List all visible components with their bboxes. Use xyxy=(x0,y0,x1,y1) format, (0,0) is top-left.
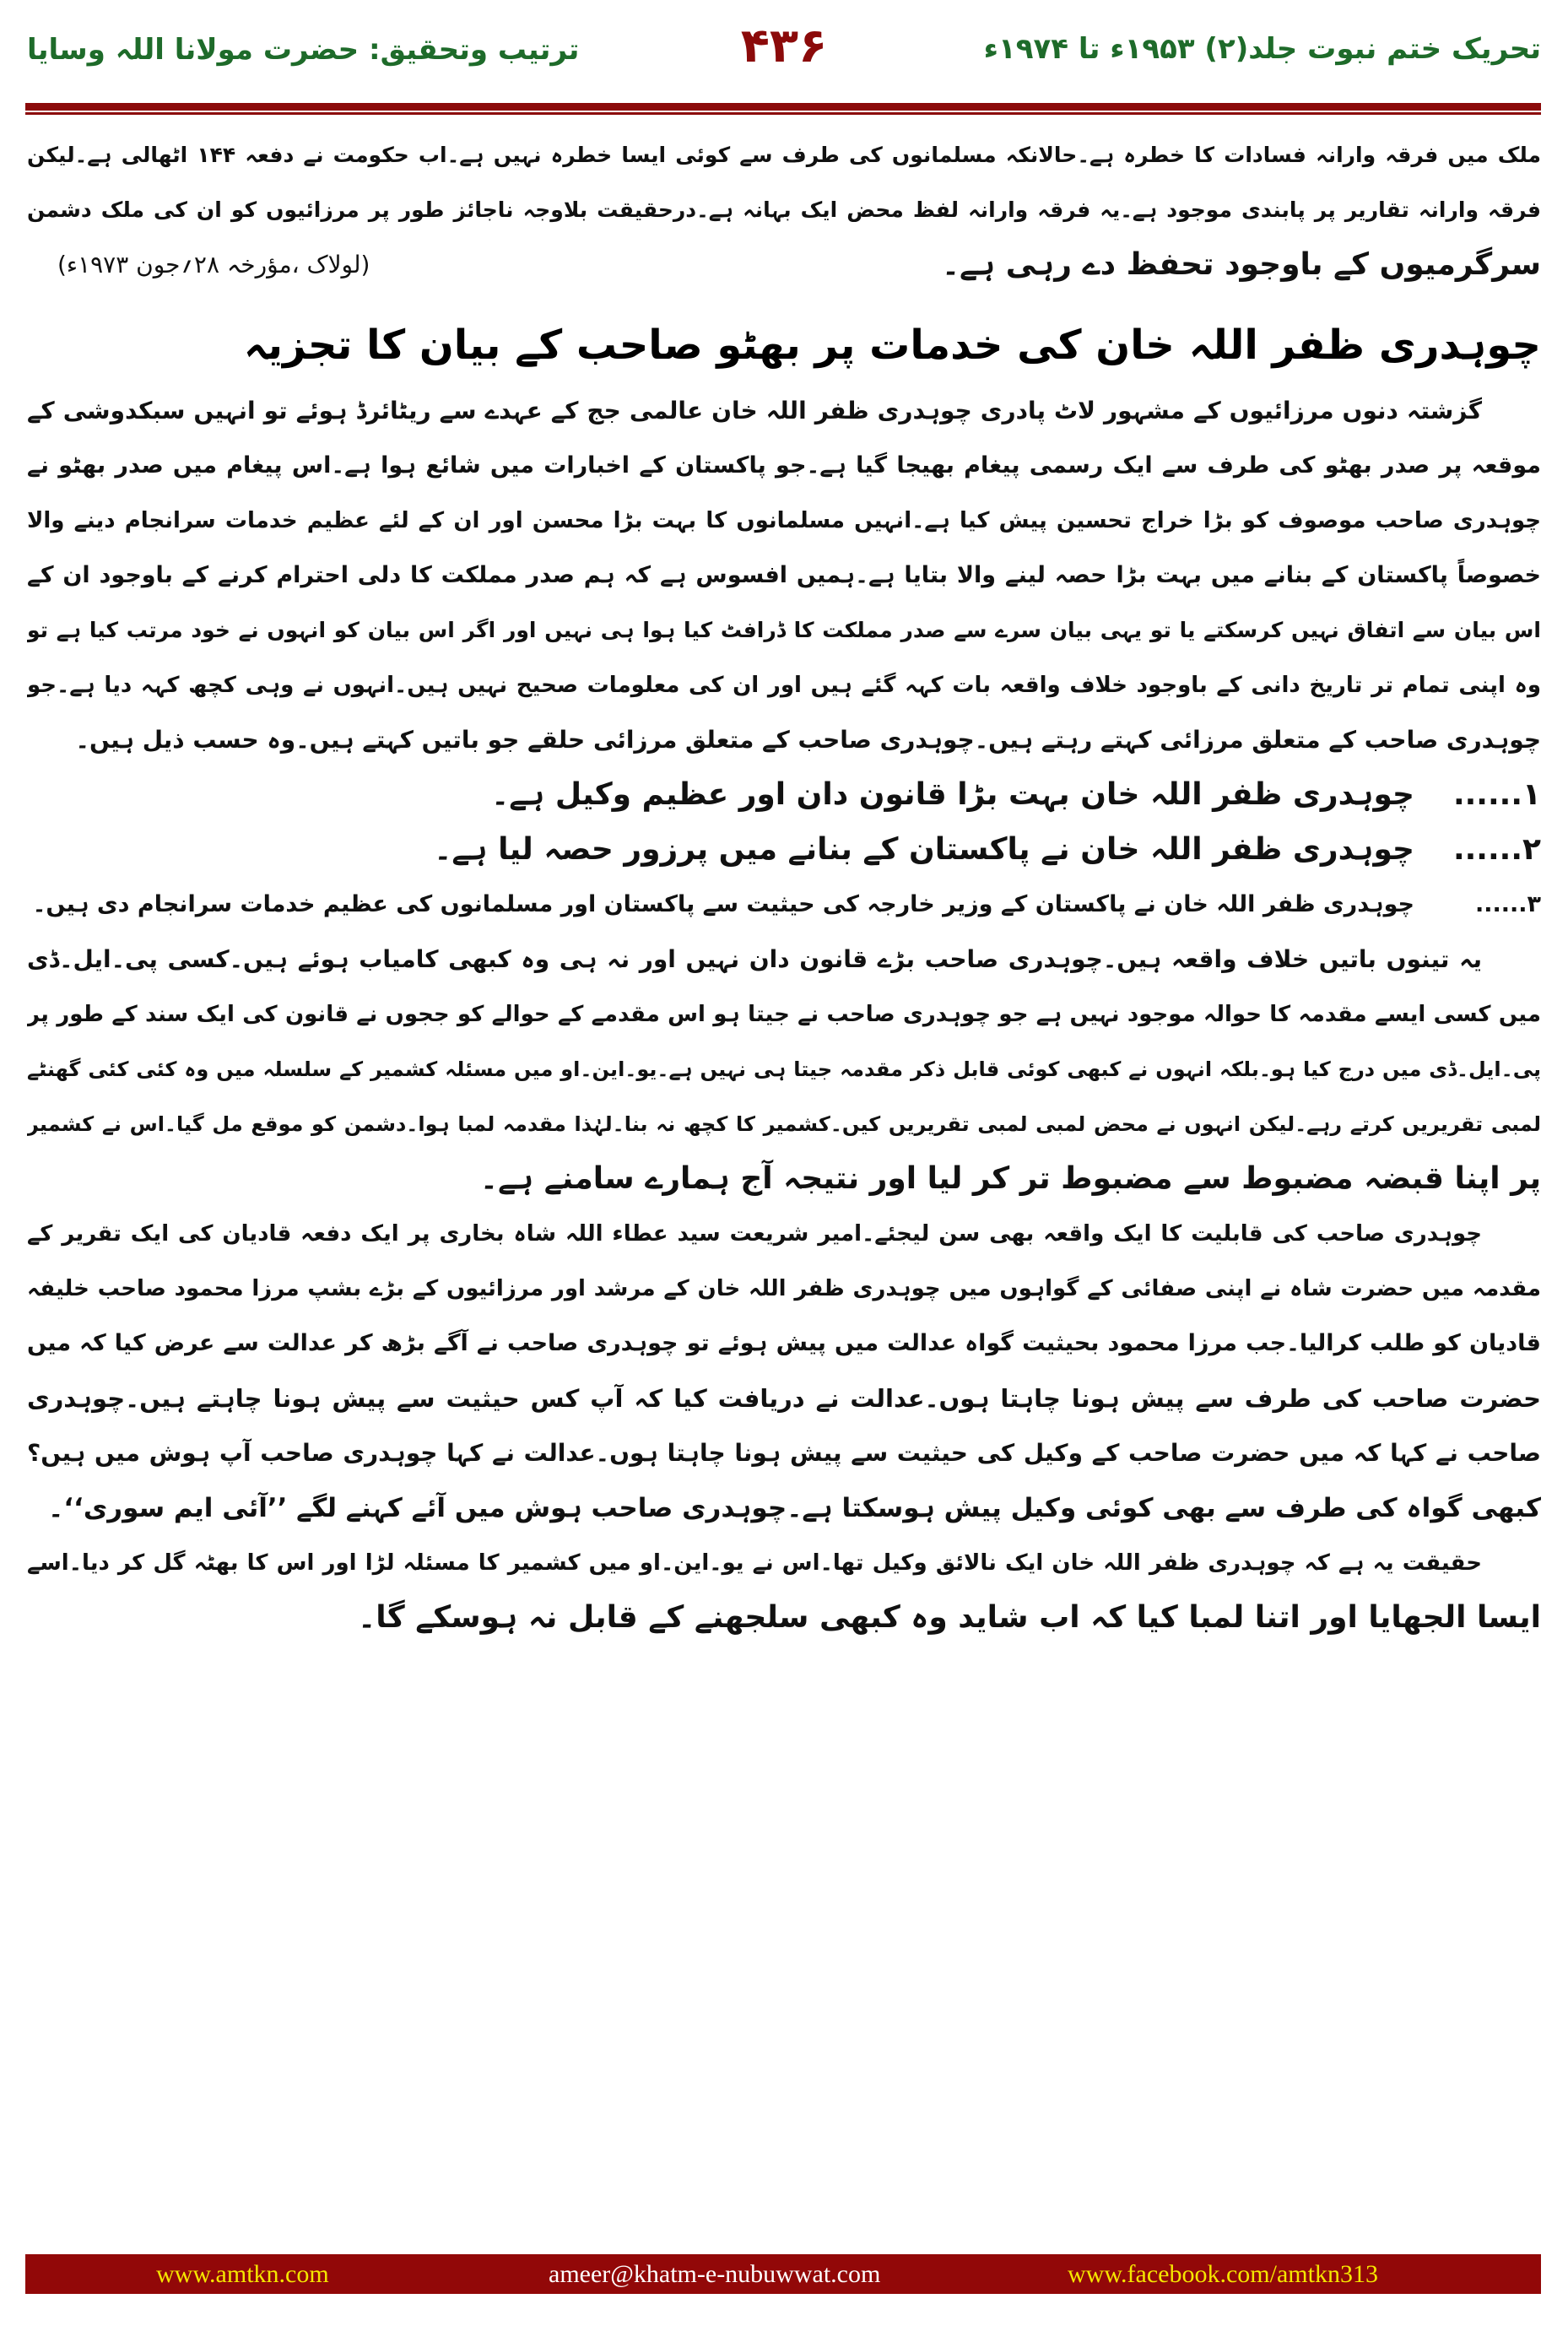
list-item xyxy=(27,878,1541,932)
list-item-text: چوہدری ظفر اللہ خان نے پاکستان کے وزیر خارجہ کی حیثیت سے پاکستان اور مسلمانوں کی عظیم خدمات سرانجام دی ہیں۔ xyxy=(32,891,1414,917)
section-heading-text: چوہدری ظفر اللہ خان کی خدمات پر بھٹو صاحب کے بیان کا تجزیہ xyxy=(243,322,1541,369)
line-text: صاحب نے کہا کہ میں حضرت صاحب کے وکیل کی حیثیت سے پیش ہونا چاہتا ہوں۔عدالت نے کہا چوہدری صاحب آپ ہوش میں ہیں؟ xyxy=(27,1439,1541,1467)
line-text: میں کسی ایسے مقدمہ کا حوالہ موجود نہیں ہے جو چوہدری صاحب نے جیتا ہو اس مقدمے کے حوالے کو ججوں نے قانون کی ایک سند کے طور پر xyxy=(27,1002,1541,1027)
paragraph-line xyxy=(27,1591,1541,1645)
section-heading xyxy=(27,311,1541,379)
paragraph-line xyxy=(27,1262,1541,1316)
paragraph-line xyxy=(27,1371,1541,1425)
line-text: کبھی گواہ کی طرف سے بھی کوئی وکیل پیش ہوسکتا ہے۔چوہدری صاحب ہوش میں آئے کہنے لگے ’’آئی ایم سوری‘‘۔ xyxy=(48,1493,1541,1523)
citation: (لولاک ،مؤرخہ ۲۸؍جون ۱۹۷۳ء) xyxy=(57,251,370,279)
paragraph-line xyxy=(27,1536,1541,1590)
line-text: چوہدری صاحب کی قابلیت کا ایک واقعہ بھی سن لیجئے۔امیر شریعت سید عطاء اللہ شاہ بخاری پر ایک دفعہ قادیان کی ایک تقریر کے xyxy=(27,1221,1482,1247)
line-text: مقدمہ میں حضرت شاہ نے اپنی صفائی کے گواہوں میں چوہدری ظفر اللہ خان کے مرشد اور مرزائیوں کے بڑے بشپ مرزا محمود صاحب خلیفہ xyxy=(27,1276,1541,1301)
line-text: پر اپنا قبضہ مضبوط سے مضبوط تر کر لیا اور نتیجہ آج ہمارے سامنے ہے۔ xyxy=(479,1161,1541,1196)
book-title: تحریک ختم نبوت جلد(۲) ۱۹۵۳ء تا ۱۹۷۴ء xyxy=(983,32,1541,66)
paragraph-line xyxy=(27,549,1541,603)
paragraph-line xyxy=(27,1426,1541,1480)
line-text: چوہدری صاحب کے متعلق مرزائی کہتے رہتے ہیں۔چوہدری صاحب کے متعلق مرزائی حلقے جو باتیں کہتے ہیں۔وہ حسب ذیل ہیں۔ xyxy=(75,726,1541,754)
paragraph-line xyxy=(27,1317,1541,1371)
line-text: پی۔ایل۔ڈی میں درج کیا ہو۔بلکہ انہوں نے کبھی کوئی قابل ذکر مقدمہ جیتا ہی نہیں ہے۔یو۔این۔او میں مسئلہ کشمیر کے سلسلہ میں وہ کئی کئی گھنٹے xyxy=(27,1057,1541,1081)
line-text: ملک میں فرقہ وارانہ فسادات کا خطرہ ہے۔حالانکہ مسلمانوں کی طرف سے کوئی ایسا خطرہ نہیں ہے۔اب حکومت نے دفعہ ۱۴۴ اٹھالی ہے۔لیکن xyxy=(27,143,1541,167)
header-rule xyxy=(25,103,1541,111)
paragraph-line xyxy=(27,603,1541,657)
paragraph-line xyxy=(27,933,1541,987)
list-item-number: ۲...... xyxy=(1452,832,1541,867)
paragraph-line xyxy=(27,128,1541,182)
list-item-text: چوہدری ظفر اللہ خان نے پاکستان کے بنانے میں پرزور حصہ لیا ہے۔ xyxy=(434,832,1414,867)
line-text: وہ اپنی تمام تر تاریخ دانی کے باوجود خلاف واقعہ بات کہہ گئے ہیں اور ان کی معلومات صحیح نہیں ہیں۔انہوں نے وہی کچھ کہہ دیا ہے۔جو xyxy=(27,673,1541,698)
list-item xyxy=(27,768,1541,822)
paragraph-line xyxy=(27,987,1541,1041)
line-text: موقعہ پر صدر بھٹو کی طرف سے ایک رسمی پیغام بھیجا گیا ہے۔جو پاکستان کے اخبارات میں شائع ہوا ہے۔اس پیغام میں صدر بھٹو نے xyxy=(27,452,1541,479)
list-item xyxy=(27,823,1541,877)
header-rule-thin xyxy=(25,112,1541,115)
paragraph-line xyxy=(27,1152,1541,1206)
footer-email-link[interactable]: ameer@khatm-e-nubuwwat.com xyxy=(549,2260,881,2288)
line-text: قادیان کو طلب کرالیا۔جب مرزا محمود بحیثیت گواہ عدالت میں پیش ہوئے تو چوہدری صاحب نے آگے بڑھ کر عدالت سے عرض کیا کہ میں xyxy=(27,1330,1541,1356)
line-text: حضرت صاحب کی طرف سے پیش ہونا چاہتا ہوں۔عدالت نے دریافت کیا کہ آپ کس حیثیت سے پیش ہونا چاہتے ہیں۔چوہدری xyxy=(27,1384,1541,1413)
line-text: خصوصاً پاکستان کے بنانے میں بہت بڑا حصہ لینے والا بتایا ہے۔ہمیں افسوس ہے کہ ہم صدر مملکت کا دلی احترام کرنے کے باوجود ان کے xyxy=(27,562,1541,588)
list-item-text: چوہدری ظفر اللہ خان بہت بڑا قانون دان اور عظیم وکیل ہے۔ xyxy=(491,777,1414,812)
paragraph-line xyxy=(27,713,1541,767)
page-number: ۴۳۶ xyxy=(740,19,828,73)
paragraph-line xyxy=(27,439,1541,493)
line-text: حقیقت یہ ہے کہ چوہدری ظفر اللہ خان ایک نالائق وکیل تھا۔اس نے یو۔این۔او میں کشمیر کا مسئلہ لڑا اور اس کا بھٹہ گل کر دیا۔اسے xyxy=(27,1550,1482,1576)
paragraph-line xyxy=(27,1097,1541,1151)
line-text: گزشتہ دنوں مرزائیوں کے مشہور لاٹ پادری چوہدری ظفر اللہ خان عالمی جج کے عہدے سے ریٹائرڈ ہوئے تو انہیں سبکدوشی کے xyxy=(27,397,1482,425)
compiler-credit: ترتیب وتحقیق: حضرت مولانا اللہ وسایا xyxy=(27,33,580,67)
footer-facebook-link[interactable]: www.facebook.com/amtkn313 xyxy=(1068,2260,1378,2288)
list-item-number: ۳...... xyxy=(1474,891,1541,917)
line-text: چوہدری صاحب موصوف کو بڑا خراج تحسین پیش کیا ہے۔انہیں مسلمانوں کا بہت بڑا محسن اور ان کے لئے عظیم خدمات سرانجام دینے والا xyxy=(27,508,1541,533)
footer-website-link[interactable]: www.amtkn.com xyxy=(156,2260,329,2288)
paragraph-line xyxy=(27,1481,1541,1535)
paragraph-line xyxy=(27,238,1541,292)
footer-bar xyxy=(25,2254,1541,2294)
line-text: سرگرمیوں کے باوجود تحفظ دے رہی ہے۔ xyxy=(941,247,1541,282)
paragraph-line xyxy=(27,183,1541,237)
paragraph-line xyxy=(27,1207,1541,1261)
line-text: ایسا الجھایا اور اتنا لمبا کیا کہ اب شاید وہ کبھی سلجھنے کے قابل نہ ہوسکے گا۔ xyxy=(358,1600,1541,1635)
line-text: یہ تینوں باتیں خلاف واقعہ ہیں۔چوہدری صاحب بڑے قانون دان نہیں اور نہ ہی وہ کبھی کامیاب ہوئے ہیں۔کسی پی۔ایل۔ڈی xyxy=(27,945,1482,973)
list-item-number: ۱...... xyxy=(1452,777,1541,812)
paragraph-line xyxy=(27,494,1541,548)
line-text: فرقہ وارانہ تقاریر پر پابندی موجود ہے۔یہ فرقہ وارانہ لفظ محض ایک بہانہ ہے۔درحقیقت بلاوجہ ناجائز طور پر مرزائیوں کو ان کی ملک دشمن xyxy=(27,197,1541,222)
paragraph-line xyxy=(27,658,1541,712)
line-text: اس بیان سے اتفاق نہیں کرسکتے یا تو یہی بیان سرے سے صدر مملکت کا ڈرافٹ کیا ہوا ہی نہیں اور اگر اس بیان کو انہوں نے خود مرتب کیا ہے تو xyxy=(27,618,1541,642)
line-text: لمبی تقریریں کرتے رہے۔لیکن انہوں نے محض لمبی لمبی تقریریں کیں۔کشمیر کا کچھ نہ بنا۔لہٰذا مقدمہ لمبا ہوا۔دشمن کو موقع مل گیا۔اس نے کشمیر xyxy=(27,1112,1541,1136)
paragraph-line xyxy=(27,1042,1541,1096)
paragraph-line xyxy=(27,384,1541,438)
